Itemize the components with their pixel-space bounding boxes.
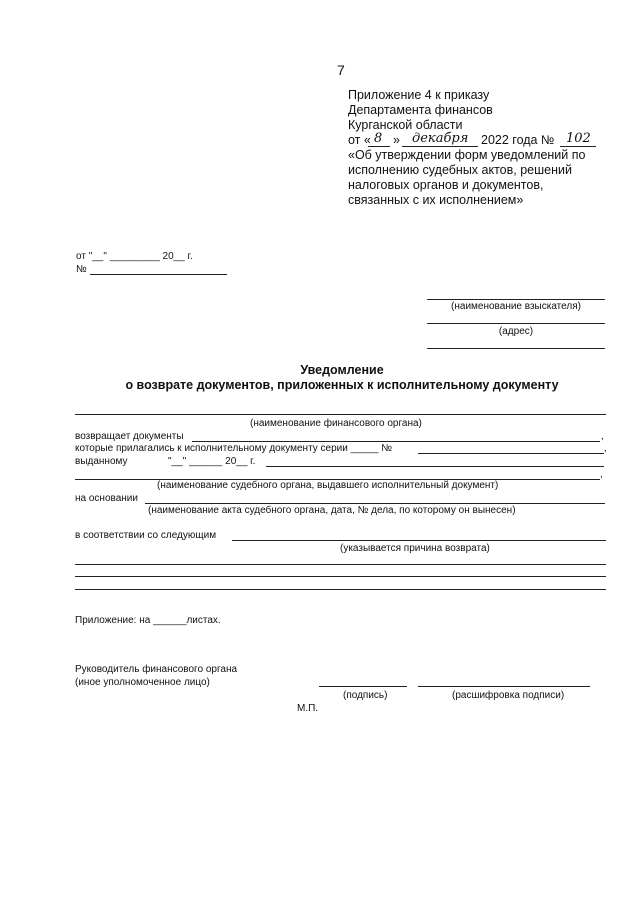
page-number: 7 (337, 62, 345, 78)
header-date-prefix: от « (348, 133, 371, 147)
doc-number-field (90, 274, 227, 275)
order-number-underline (560, 146, 596, 147)
creditor-caption: (наименование взыскателя) (451, 301, 581, 312)
reason-line-4 (75, 589, 606, 590)
header-title-2: исполнению судебных актов, решений (348, 163, 572, 177)
issued-date: "__" ______ 20__ г. (168, 456, 256, 467)
date-month-underline (402, 146, 478, 147)
head-title: Руководитель финансового органа (75, 664, 238, 675)
doc-date-line: от "__" _________ 20__ г. (76, 251, 193, 262)
header-title-3: налоговых органов и документов, (348, 178, 544, 192)
header-date-year: 2022 года № (481, 133, 555, 147)
header-date-month: декабря (412, 131, 469, 146)
issued-label: выданному (75, 456, 128, 467)
address-caption: (адрес) (498, 326, 534, 337)
header-title-4: связанных с их исполнением» (348, 193, 524, 207)
doc-number-label: № (76, 264, 87, 275)
court-comma: , (600, 469, 603, 480)
basis-label: на основании (75, 493, 138, 504)
act-caption: (наименование акта судебного органа, дата, № дела, по которому он вынесен) (148, 505, 516, 516)
fin-organ-field (75, 414, 606, 415)
address-field (427, 323, 605, 324)
signature-field (319, 686, 407, 687)
signature-decode-field (418, 686, 590, 687)
header-date-day: 8 (374, 131, 383, 146)
stamp-place: М.П. (297, 703, 319, 714)
header-title-1: «Об утверждении форм уведомлений по (348, 148, 586, 162)
decode-caption: (расшифровка подписи) (452, 690, 565, 701)
reason-line-3 (75, 576, 606, 577)
reason-caption: (указывается причина возврата) (340, 543, 490, 554)
notice-title: Уведомление (300, 363, 384, 377)
fin-organ-caption: (наименование финансового органа) (250, 418, 422, 429)
returns-comma: , (601, 431, 604, 442)
reason-label: в соответствии со следующим (75, 530, 217, 541)
returns-label: возвращает документы (75, 431, 184, 442)
header-date-mid: » (393, 133, 400, 147)
basis-field (145, 503, 605, 504)
header-line-2: Департамента финансов (348, 103, 493, 117)
header-order-number: 102 (566, 131, 591, 146)
creditor-name-field (427, 299, 605, 300)
issued-by-field (266, 466, 604, 467)
header-line-3: Курганской области (348, 118, 463, 132)
notice-subtitle: о возврате документов, приложенных к исполнительному документу (125, 378, 559, 392)
attached-label: которые прилагались к исполнительному документу серии _____ № (75, 443, 392, 454)
attached-comma: , (604, 443, 607, 454)
appendix-line: Приложение: на ______листах. (75, 615, 221, 626)
attached-number-field (418, 453, 604, 454)
date-day-underline (368, 146, 390, 147)
header-line-1: Приложение 4 к приказу (348, 88, 490, 102)
returns-field (192, 441, 600, 442)
reason-field (232, 540, 606, 541)
address-field-2 (427, 348, 605, 349)
signature-caption: (подпись) (343, 690, 388, 701)
reason-line-2 (75, 564, 606, 565)
head-subtitle: (иное уполномоченное лицо) (75, 677, 210, 688)
court-caption: (наименование судебного органа, выдавшего исполнительный документ) (157, 480, 499, 491)
